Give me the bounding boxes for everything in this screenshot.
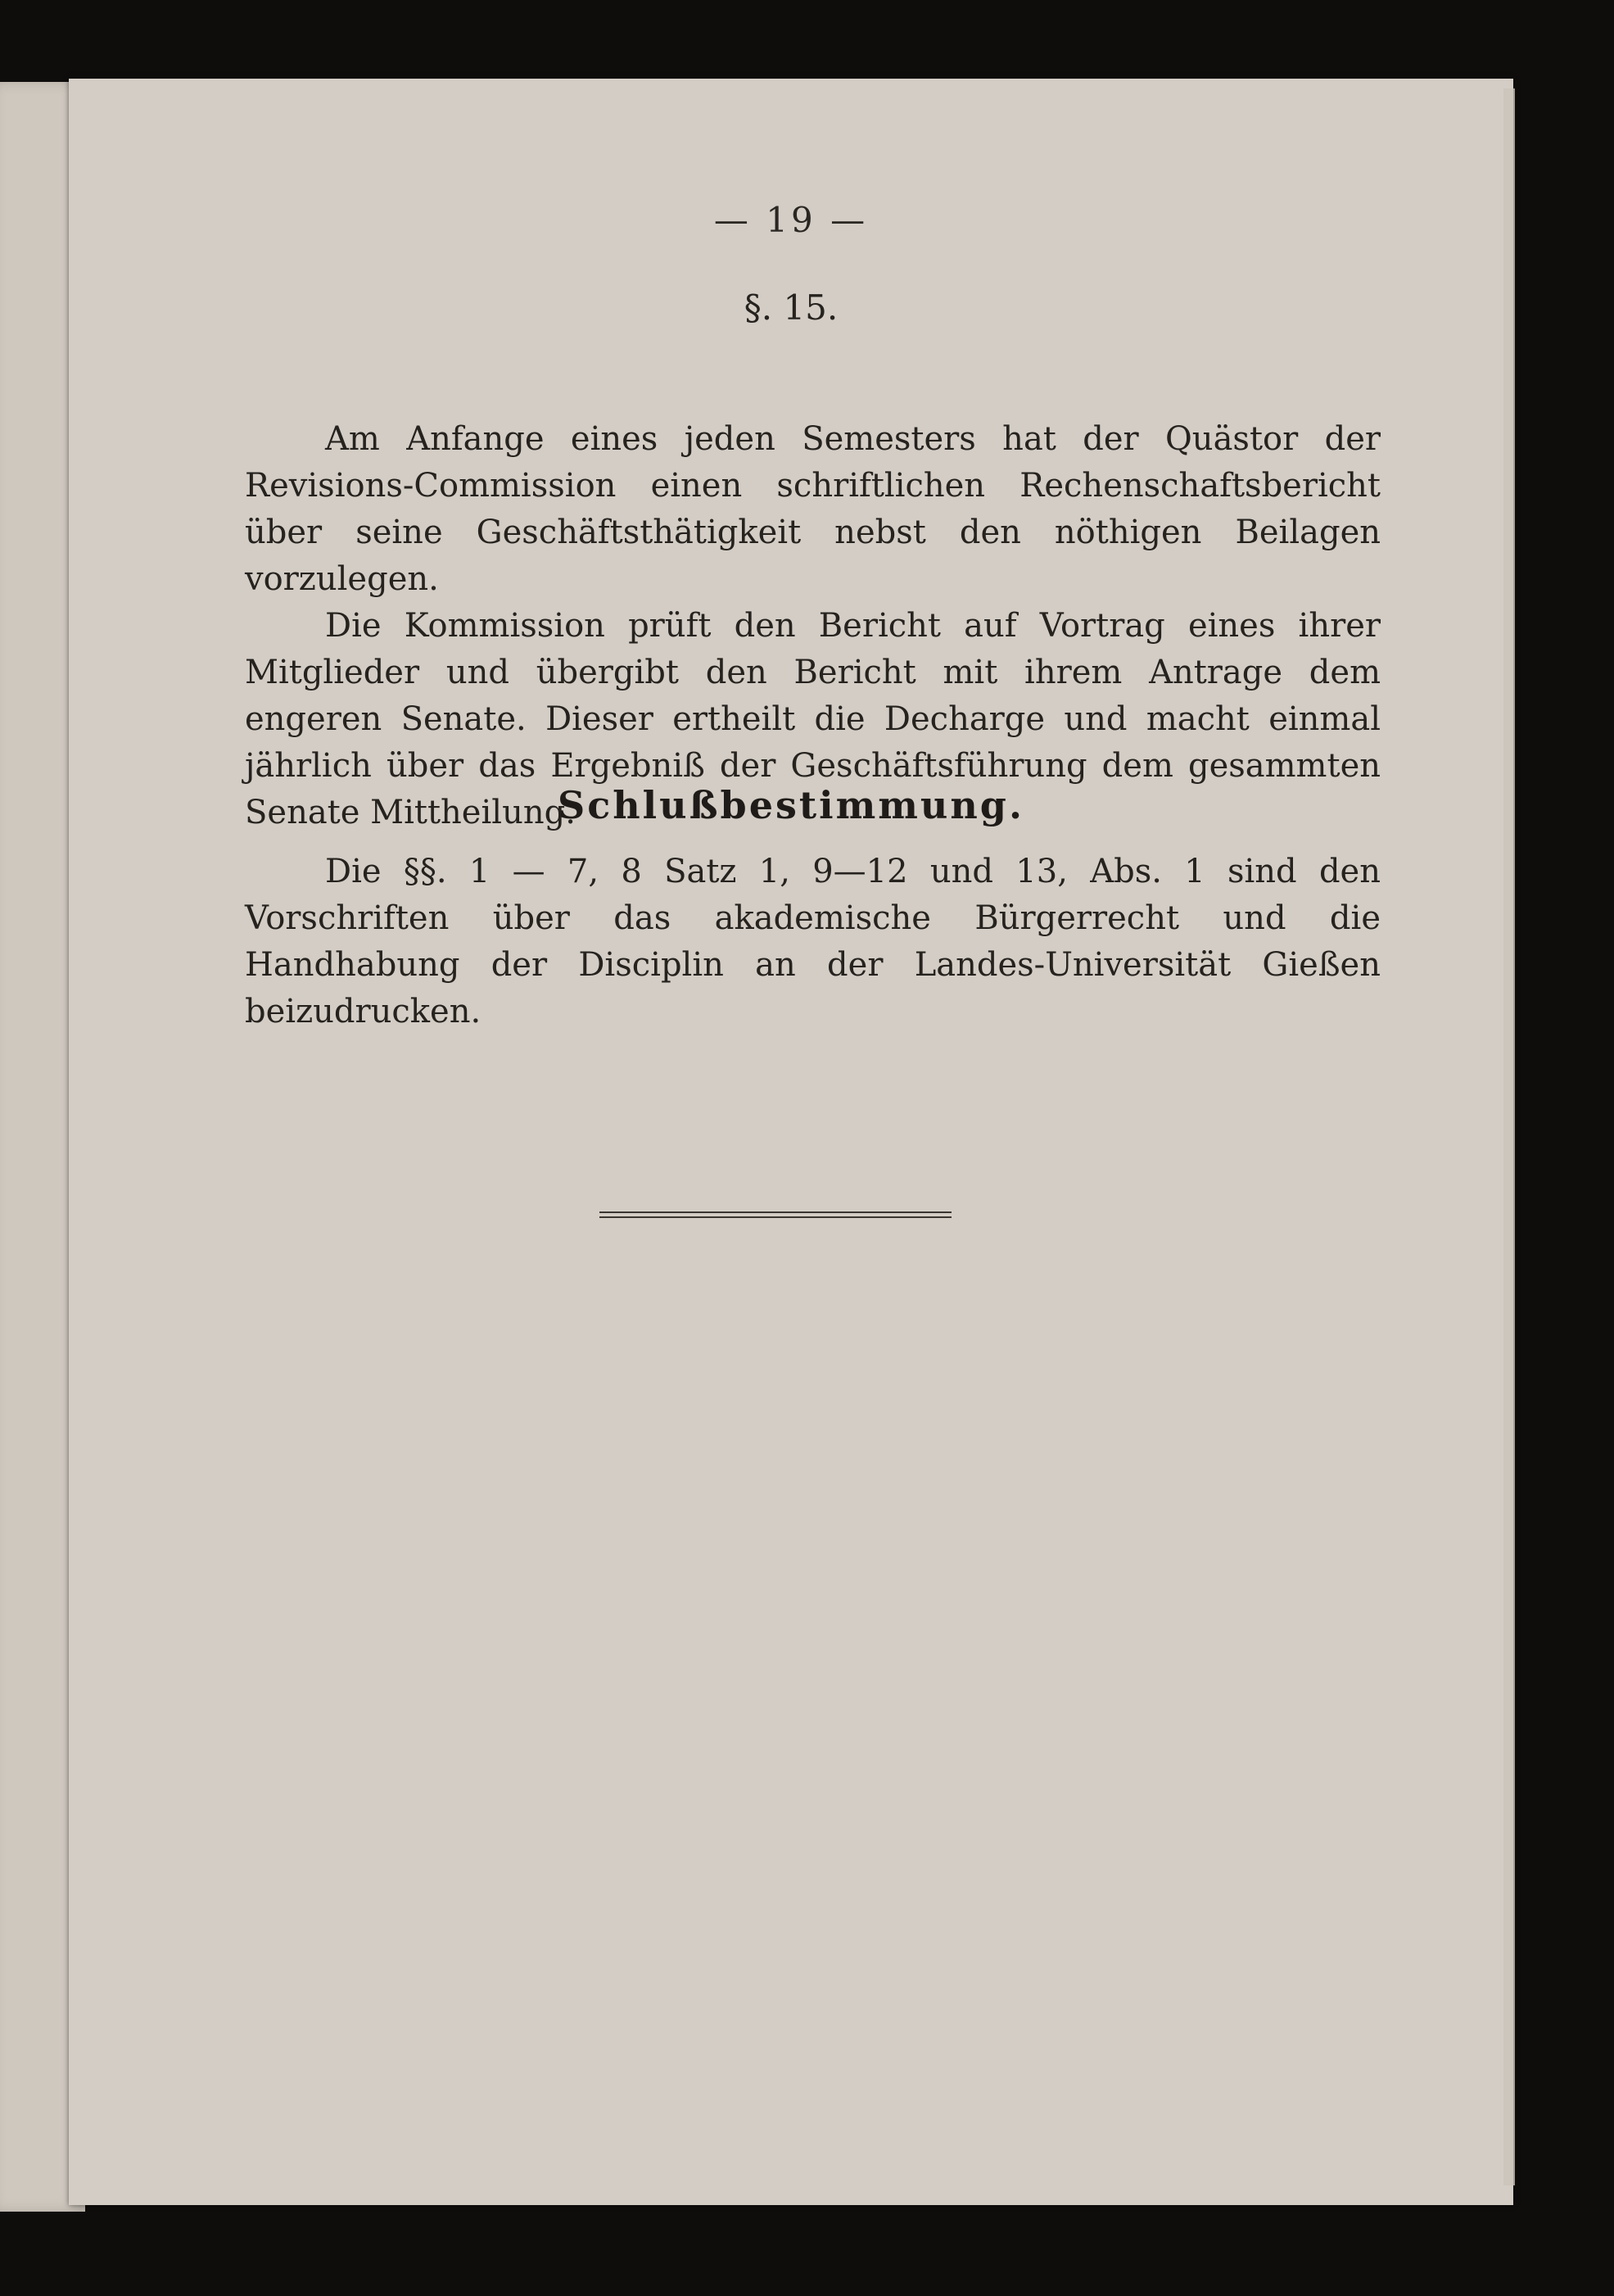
section-heading: §. 15. — [744, 288, 839, 328]
paragraph: Die §§. 1 — 7, 8 Satz 1, 9—12 und 13, Abs. 1 sind den Vorschriften über das akademische Bürgerrecht und die Handhabung der Disciplin an der Landes-Universität Gießen beizudrucken. — [245, 853, 1381, 1030]
double-rule-divider — [599, 1211, 952, 1218]
closing-body — [245, 849, 1381, 1035]
closing-heading: Schlußbestimmung. — [557, 783, 1024, 827]
page-number: — 19 — — [713, 200, 869, 240]
paragraph: Die Kommission prüft den Bericht auf Vortrag eines ihrer Mitglieder und übergibt den Bericht mit ihrem Antrage dem engeren Senate. Dieser ertheilt die Decharge und macht einmal jährlich über das Ergebniß der Geschäftsführung dem gesammten Senate Mittheilung. — [245, 607, 1381, 831]
page-stack-edge — [1503, 88, 1515, 2185]
section-body — [245, 416, 1381, 836]
document-page — [69, 79, 1513, 2205]
paragraph: Am Anfange eines jeden Semesters hat der Quästor der Revisions-Commission einen schriftlichen Rechenschaftsbericht über seine Geschäftsthätigkeit nebst den nöthigen Beilagen vorzulegen. — [245, 420, 1381, 598]
